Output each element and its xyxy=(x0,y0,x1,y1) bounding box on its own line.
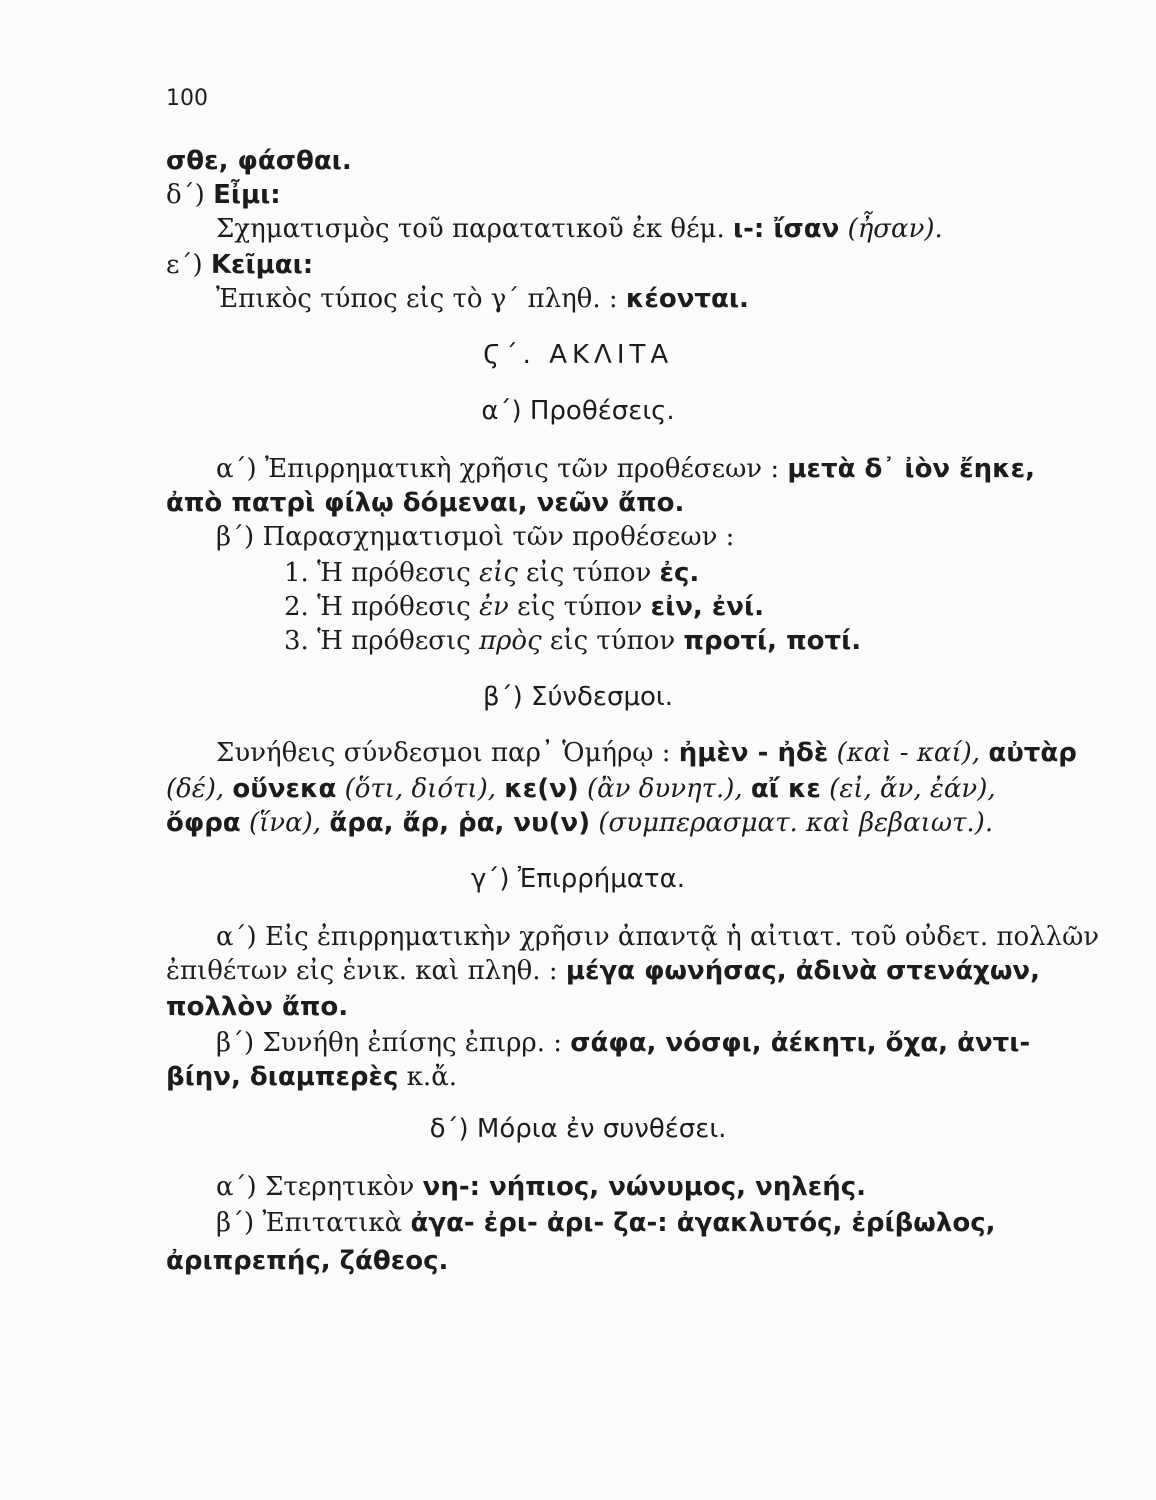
text-line-4 xyxy=(166,248,313,282)
bold-word: μετὰ δ᾽ ἰὸν ἔηκε, xyxy=(787,454,1035,484)
plain-text: 2. Ἡ πρόθεσις xyxy=(284,592,480,622)
bold-word: αἴ κε xyxy=(750,774,821,804)
italic-text: εἰς xyxy=(479,558,518,588)
plain-text: Σχηματισμὸς τοῦ παρατατικοῦ ἐκ θέμ. xyxy=(216,214,733,244)
italic-text: (ἦσαν). xyxy=(839,214,943,244)
text-line-14 xyxy=(166,806,993,840)
text-line-6 xyxy=(216,452,1035,486)
bold-word: Κεῖμαι: xyxy=(210,250,314,280)
text-line-8 xyxy=(216,520,734,554)
italic-text: (συμπερασματ. καὶ βεβαιωτ.). xyxy=(590,808,994,838)
text-line-7 xyxy=(166,486,684,520)
plain-text: εἰς τύπον xyxy=(517,558,660,588)
bold-word: ἐς. xyxy=(659,558,700,588)
bold-word: ὄφρα xyxy=(166,808,241,838)
bold-word: ἠμὲν - ἠδὲ xyxy=(678,738,829,768)
bold-word: αὐτὰρ xyxy=(988,738,1077,768)
plain-text: α΄) Εἰς ἐπιρρηματικὴν χρῆσιν ἀπαντᾷ ἡ αἰτιατ. τοῦ οὐδετ. πολλῶν xyxy=(216,922,1100,952)
text-line-18 xyxy=(216,1026,1030,1060)
text-line-20 xyxy=(216,1170,866,1204)
plain-text: ἐπιθέτων εἰς ἑνικ. καὶ πληθ. : xyxy=(166,956,566,986)
plain-text: Ἐπικὸς τύπος εἰς τὸ γ΄ πληθ. : xyxy=(216,284,626,314)
bold-word: νη-: νήπιος, νώνυμος, νηλεής. xyxy=(422,1172,867,1202)
italic-text: πρὸς xyxy=(479,626,542,656)
item-label: δ΄) xyxy=(166,180,214,210)
bold-word: ἄρα, ἄρ, ῥα, νυ(ν) xyxy=(329,808,591,838)
text-line-15 xyxy=(216,920,1099,954)
text-line-3 xyxy=(216,212,943,246)
plain-text: β΄) Συνήθη ἐπίσης ἐπιρρ. : xyxy=(216,1028,571,1058)
bold-word: ἀγα- ἐρι- ἀρι- ζα-: ἀγακλυτός, ἐρίβωλος, xyxy=(410,1208,996,1238)
text-line-1 xyxy=(166,144,352,178)
plain-text: α΄) Ἐπιρρηματικὴ χρῆσις τῶν προθέσεων : xyxy=(216,454,788,484)
bold-word: οὕνεκα xyxy=(232,774,337,804)
plain-text: 3. Ἡ πρόθεσις xyxy=(284,626,480,656)
bold-word: μέγα φωνήσας, ἀδινὰ στενάχων, xyxy=(565,956,1041,986)
bold-word: σάφα, νόσφι, ἀέκητι, ὄχα, ἀντι- xyxy=(570,1028,1031,1058)
bold-word: βίην, διαμπερὲς xyxy=(166,1062,399,1092)
italic-text: (δέ), xyxy=(166,774,233,804)
item-label: ε΄) xyxy=(166,250,211,280)
bold-word: κέονται. xyxy=(625,284,749,314)
text-line-5 xyxy=(216,282,749,316)
text-line-10 xyxy=(284,590,764,624)
text-line-16 xyxy=(166,954,1040,988)
bold-word: Εἶμι: xyxy=(213,180,281,210)
bold-word: ἀπὸ πατρὶ φίλῳ δόμεναι, νεῶν ἄπο. xyxy=(166,488,685,518)
text-line-11 xyxy=(284,624,861,658)
plain-text: Συνήθεις σύνδεσμοι παρ᾽ Ὁμήρῳ : xyxy=(216,738,679,768)
bold-word: ι-: ἴσαν xyxy=(732,214,840,244)
bold-word: εἰν, ἐνί. xyxy=(650,592,765,622)
text-line-21 xyxy=(216,1206,996,1240)
subsection-heading-moria: δ΄) Μόρια ἐν συνθέσει. xyxy=(429,1114,727,1144)
bold-word: κε(ν) xyxy=(504,774,579,804)
plain-text: εἰς τύπον xyxy=(508,592,651,622)
plain-text: εἰς τύπον xyxy=(541,626,684,656)
text-line-2 xyxy=(166,178,281,212)
italic-text: ἐν xyxy=(479,592,509,622)
plain-text: κ.ἄ. xyxy=(398,1062,458,1092)
subsection-heading-syndesmoi: β΄) Σύνδεσμοι. xyxy=(483,682,673,712)
italic-text: (ἂν δυνητ.), xyxy=(578,774,751,804)
plain-text: α΄) Στερητικὸν xyxy=(216,1172,423,1202)
text-line-22 xyxy=(166,1244,448,1278)
text-line-9 xyxy=(284,556,699,590)
text-line-13 xyxy=(166,772,996,806)
italic-text: (ἵνα), xyxy=(240,808,330,838)
text-line-12 xyxy=(216,736,1077,770)
italic-text: (ὅτι, διότι), xyxy=(336,774,505,804)
bold-word: ἀριπρεπής, ζάθεος. xyxy=(166,1246,449,1276)
bold-word: προτί, ποτί. xyxy=(683,626,862,656)
plain-text: 1. Ἡ πρόθεσις xyxy=(284,558,480,588)
subsection-heading-epirrimata: γ΄) Ἐπιρρήματα. xyxy=(471,864,685,894)
italic-text: (καὶ - καί), xyxy=(828,738,989,768)
bold-word: πολλὸν ἄπο. xyxy=(166,992,349,1022)
section-heading-akliita: Ϛ΄. ΑΚΛΙΤΑ xyxy=(482,340,674,370)
text-line-17 xyxy=(166,990,348,1024)
bold-word: σθε, φάσθαι. xyxy=(166,146,352,176)
subsection-heading-protheseis: α΄) Προθέσεις. xyxy=(481,396,675,426)
page-number: 100 xyxy=(166,86,208,111)
plain-text: β΄) Ἐπιτατικὰ xyxy=(216,1208,411,1238)
italic-text: (εἰ, ἄν, ἐάν), xyxy=(820,774,996,804)
plain-text: β΄) Παρασχηματισμοὶ τῶν προθέσεων : xyxy=(216,522,735,552)
text-line-19 xyxy=(166,1060,457,1094)
